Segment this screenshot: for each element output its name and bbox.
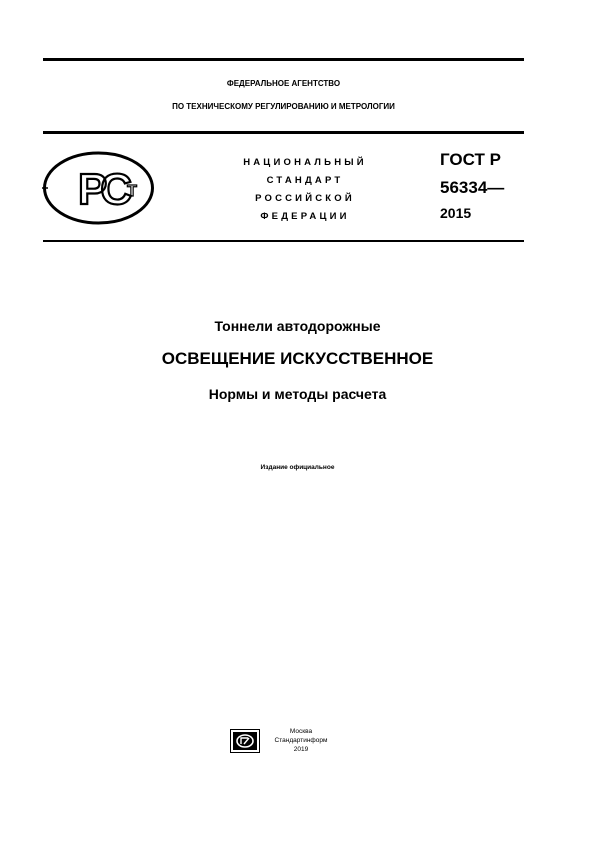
rst-logo-icon xyxy=(42,150,155,226)
publisher-year: 2019 xyxy=(293,746,309,753)
top-rule xyxy=(43,58,524,61)
svg-text:Т: Т xyxy=(127,183,137,200)
gost-label: ГОСТ Р xyxy=(440,150,501,169)
header-rule xyxy=(43,131,524,134)
publisher-city: Москва xyxy=(289,728,313,735)
standard-line-2: СТАНДАРТ xyxy=(266,175,344,186)
standard-line-3: РОССИЙСКОЙ xyxy=(255,193,355,204)
standartinform-logo-icon xyxy=(230,729,260,753)
gost-year: 2015 xyxy=(440,205,472,221)
agency-line-2: ПО ТЕХНИЧЕСКОМУ РЕГУЛИРОВАНИЮ И МЕТРОЛОГИИ xyxy=(172,102,395,111)
gost-number: 56334— xyxy=(440,178,505,197)
title-line-2: ОСВЕЩЕНИЕ ИСКУССТВЕННОЕ xyxy=(161,349,434,368)
title-line-1: Тоннели автодорожные xyxy=(214,318,381,334)
publisher-name: Стандартинформ xyxy=(274,737,328,744)
standard-rule xyxy=(43,240,524,242)
edition-label: Издание официальное xyxy=(260,464,335,471)
standard-line-4: ФЕДЕРАЦИИ xyxy=(260,211,350,222)
svg-text:РС: РС xyxy=(77,165,127,214)
agency-line-1: ФЕДЕРАЛЬНОЕ АГЕНТСТВО xyxy=(226,79,341,88)
title-line-3: Нормы и методы расчета xyxy=(208,386,387,402)
standard-line-1: НАЦИОНАЛЬНЫЙ xyxy=(243,157,367,168)
